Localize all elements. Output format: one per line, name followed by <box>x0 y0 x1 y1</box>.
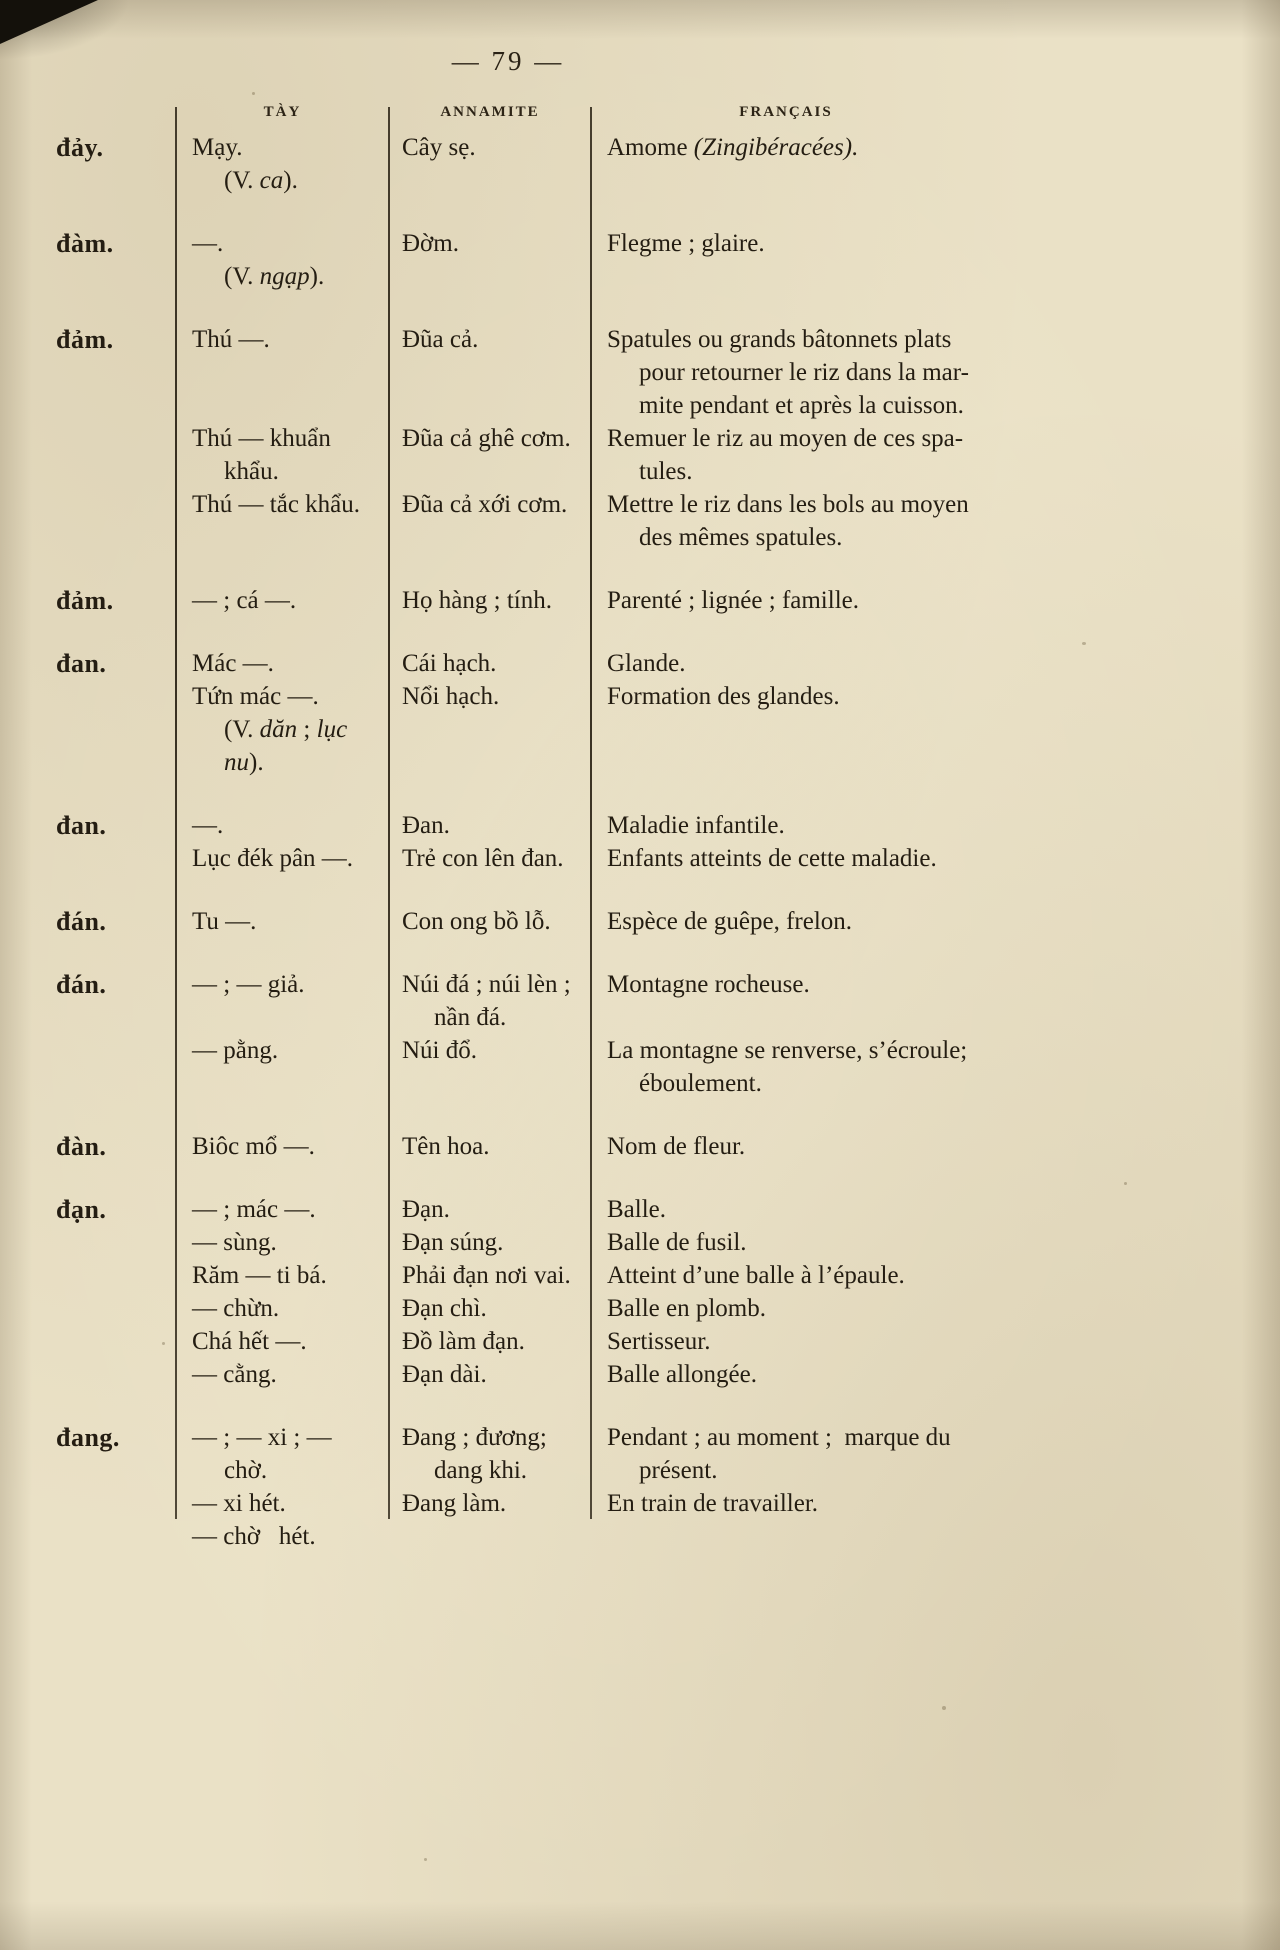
column-header-spacer <box>0 104 176 121</box>
dictionary-entries <box>0 131 1016 1583</box>
annamite-cell <box>389 1520 591 1553</box>
tay-line: —. <box>192 812 224 839</box>
francais-line: Montagne rocheuse. <box>607 971 810 998</box>
annamite-line: Đang ; đương; <box>402 1424 547 1451</box>
annamite-cell <box>389 647 591 680</box>
dictionary-entry <box>0 1193 1016 1391</box>
francais-cell <box>591 1259 1016 1292</box>
entry-subrow <box>0 647 1016 680</box>
francais-line: Glande. <box>607 650 686 677</box>
headword-cell <box>0 1487 176 1520</box>
annamite-cell <box>389 488 591 554</box>
text-segment: lục <box>316 716 348 743</box>
annamite-cell <box>389 1193 591 1226</box>
annamite-cell <box>389 842 591 875</box>
tay-cell <box>176 680 389 779</box>
tay-line: Thú — khuẩn <box>192 425 331 452</box>
tay-line: — cằng. <box>192 1361 277 1388</box>
headword-cell <box>0 1358 176 1391</box>
headword: đàm. <box>56 229 114 258</box>
annamite-line: Đạn dài. <box>402 1361 487 1388</box>
annamite-cell <box>389 1226 591 1259</box>
francais-line: éboulement. <box>639 1070 762 1097</box>
text-segment: ). <box>249 749 264 776</box>
annamite-line: Đũa cả. <box>402 326 479 353</box>
tay-cell <box>176 1259 389 1292</box>
column-header-row <box>0 104 1016 121</box>
tay-line: Thú — tắc khẩu. <box>192 491 361 518</box>
francais-cell <box>591 809 1016 842</box>
tay-line: Răm — ti bá. <box>192 1262 327 1289</box>
entry-subrow <box>0 1325 1016 1358</box>
text-segment: (V. <box>224 716 260 743</box>
annamite-line: Họ hàng ; tính. <box>402 587 552 614</box>
headword-cell <box>0 680 176 779</box>
francais-cell <box>591 647 1016 680</box>
annamite-cell <box>389 422 591 488</box>
tay-line: — xi hét. <box>192 1490 286 1517</box>
tay-cell <box>176 1358 389 1391</box>
headword-cell <box>0 905 176 938</box>
headword: đạn. <box>56 1195 107 1224</box>
annamite-line: Đạn. <box>402 1196 450 1223</box>
dictionary-entry <box>0 227 1016 293</box>
annamite-line: Cây sẹ. <box>402 134 476 161</box>
headword-cell <box>0 1193 176 1226</box>
tay-line: Lục đék pân —. <box>192 845 354 872</box>
annamite-line: Đan. <box>402 812 450 839</box>
dictionary-entry <box>0 905 1016 938</box>
dictionary-entry <box>0 647 1016 779</box>
tay-line: Mác —. <box>192 650 274 677</box>
text-segment: ; <box>297 716 317 743</box>
headword-cell <box>0 323 176 422</box>
tay-line <box>192 260 389 293</box>
text-segment: ngạp <box>259 263 310 290</box>
annamite-line: Trẻ con lên đan. <box>402 845 564 872</box>
francais-line: Sertisseur. <box>607 1328 711 1355</box>
column-header-annamite: ANNAMITE <box>440 104 540 120</box>
tay-cell <box>176 1292 389 1325</box>
entry-subrow <box>0 905 1016 938</box>
entry-subrow <box>0 680 1016 779</box>
dictionary-entry <box>0 1130 1016 1163</box>
tay-cell <box>176 905 389 938</box>
text-segment: Amome <box>607 134 694 161</box>
entry-subrow <box>0 1259 1016 1292</box>
entry-subrow <box>0 131 1016 197</box>
tay-line: — pằng. <box>192 1037 279 1064</box>
annamite-line: Đang làm. <box>402 1490 507 1517</box>
paper-speck <box>1124 1182 1127 1185</box>
francais-cell <box>591 1193 1016 1226</box>
text-segment: (V. <box>224 263 260 290</box>
dictionary-entry <box>0 584 1016 617</box>
headword-cell <box>0 131 176 197</box>
annamite-cell <box>389 584 591 617</box>
francais-line: La montagne se renverse, s’écroule; <box>607 1037 968 1064</box>
tay-line: — ; — giả. <box>192 971 305 998</box>
francais-line: Formation des glandes. <box>607 683 840 710</box>
text-segment: nu <box>224 749 249 776</box>
annamite-line: Tên hoa. <box>402 1133 490 1160</box>
francais-cell <box>591 968 1016 1034</box>
text-segment: (V. <box>224 167 260 194</box>
tay-cell <box>176 1325 389 1358</box>
annamite-line: Đạn súng. <box>402 1229 504 1256</box>
annamite-cell <box>389 1358 591 1391</box>
annamite-line: Núi đá ; núi lèn ; <box>402 971 571 998</box>
annamite-cell <box>389 1325 591 1358</box>
francais-line: Parenté ; lignée ; famille. <box>607 587 859 614</box>
headword: đan. <box>56 811 107 840</box>
tay-line: Chá hết —. <box>192 1328 307 1355</box>
tay-cell <box>176 227 389 293</box>
tay-line <box>192 713 389 746</box>
text-segment: ). <box>283 167 298 194</box>
tay-cell <box>176 842 389 875</box>
annamite-line: dang khi. <box>434 1457 528 1484</box>
francais-line: Nom de fleur. <box>607 1133 746 1160</box>
annamite-line: Nổi hạch. <box>402 683 500 710</box>
headword: đàn. <box>56 1132 107 1161</box>
text-segment: ). <box>309 263 325 290</box>
annamite-cell <box>389 323 591 422</box>
entry-subrow <box>0 1487 1016 1520</box>
annamite-cell <box>389 1034 591 1100</box>
headword-cell <box>0 488 176 554</box>
francais-cell <box>591 905 1016 938</box>
annamite-line: Phải đạn nơi vai. <box>402 1262 571 1289</box>
dictionary-entry <box>0 809 1016 875</box>
annamite-line: Đồ làm đạn. <box>402 1328 525 1355</box>
francais-line <box>607 131 1016 164</box>
annamite-line: Đờm. <box>402 230 459 257</box>
tay-cell <box>176 1226 389 1259</box>
entry-subrow <box>0 968 1016 1034</box>
column-header-francais: FRANÇAIS <box>739 104 833 120</box>
tay-line: Tứn mác —. <box>192 683 319 710</box>
francais-cell <box>591 1130 1016 1163</box>
paper-speck <box>1082 642 1086 645</box>
annamite-cell <box>389 131 591 197</box>
francais-line: Flegme ; glaire. <box>607 230 765 257</box>
headword-cell <box>0 422 176 488</box>
francais-line: Maladie infantile. <box>607 812 785 839</box>
headword: đan. <box>56 649 107 678</box>
francais-cell <box>591 1520 1016 1553</box>
francais-line: Spatules ou grands bâtonnets plats <box>607 326 952 353</box>
francais-line: Balle de fusil. <box>607 1229 747 1256</box>
francais-line: Atteint d’une balle à l’épaule. <box>607 1262 905 1289</box>
paper-speck <box>424 1858 427 1861</box>
tay-cell <box>176 488 389 554</box>
headword: đán. <box>56 907 107 936</box>
annamite-cell <box>389 968 591 1034</box>
tay-line: — chừn. <box>192 1295 280 1322</box>
francais-cell <box>591 1226 1016 1259</box>
tay-cell <box>176 1130 389 1163</box>
tay-cell <box>176 584 389 617</box>
francais-line: Enfants atteints de cette maladie. <box>607 845 937 872</box>
annamite-cell <box>389 1292 591 1325</box>
text-segment: ca <box>259 167 284 194</box>
annamite-line: Đũa cả xới cơm. <box>402 491 568 518</box>
tay-line: — ; — xi ; — <box>192 1424 332 1451</box>
francais-cell <box>591 488 1016 554</box>
francais-cell <box>591 1034 1016 1100</box>
headword: đán. <box>56 970 107 999</box>
tay-line: — ; cá —. <box>192 587 297 614</box>
tay-cell <box>176 809 389 842</box>
page-number: — 79 — <box>451 46 565 76</box>
entry-subrow <box>0 1358 1016 1391</box>
francais-cell <box>591 1292 1016 1325</box>
tay-line: Tu —. <box>192 908 257 935</box>
paper-speck <box>162 1342 165 1345</box>
francais-line: tules. <box>639 458 693 485</box>
entry-subrow <box>0 323 1016 422</box>
francais-cell <box>591 227 1016 293</box>
headword-cell <box>0 842 176 875</box>
headword-cell <box>0 1226 176 1259</box>
dictionary-entry <box>0 323 1016 554</box>
headword-cell <box>0 1520 176 1553</box>
headword-cell <box>0 647 176 680</box>
tay-line: chờ. <box>224 1457 268 1484</box>
annamite-cell <box>389 680 591 779</box>
annamite-line: Con ong bồ lỗ. <box>402 908 551 935</box>
tay-cell <box>176 1034 389 1100</box>
francais-line: pour retourner le riz dans la mar- <box>639 359 969 386</box>
tay-line: — ; mác —. <box>192 1196 316 1223</box>
tay-line: — sùng. <box>192 1229 277 1256</box>
francais-line: Mettre le riz dans les bols au moyen <box>607 491 969 518</box>
headword-cell <box>0 968 176 1034</box>
text-segment: dăn <box>259 716 298 743</box>
headword-cell <box>0 1325 176 1358</box>
headword-cell <box>0 1421 176 1487</box>
entry-subrow <box>0 842 1016 875</box>
annamite-line: Đũa cả ghê cơm. <box>402 425 571 452</box>
tay-line: Thú —. <box>192 326 270 353</box>
francais-cell <box>591 1487 1016 1520</box>
entry-subrow <box>0 584 1016 617</box>
text-segment: (Zingibéracées). <box>693 134 859 161</box>
annamite-line: Núi đổ. <box>402 1037 477 1064</box>
tay-line: —. <box>192 230 224 257</box>
tay-line: Biôc mổ —. <box>192 1133 315 1160</box>
francais-cell <box>591 1358 1016 1391</box>
paper-speck <box>252 92 255 95</box>
francais-line: Balle. <box>607 1196 667 1223</box>
headword-cell <box>0 227 176 293</box>
francais-line: des mêmes spatules. <box>639 524 843 551</box>
tay-cell <box>176 647 389 680</box>
francais-cell <box>591 422 1016 488</box>
annamite-line: Đạn chì. <box>402 1295 487 1322</box>
tay-cell <box>176 323 389 422</box>
headword: đảy. <box>56 133 104 162</box>
francais-cell <box>591 323 1016 422</box>
annamite-cell <box>389 905 591 938</box>
entry-subrow <box>0 1130 1016 1163</box>
entry-subrow <box>0 809 1016 842</box>
tay-line: — chờ hét. <box>192 1523 316 1550</box>
francais-line: Remuer le riz au moyen de ces spa- <box>607 425 964 452</box>
headword: đảm. <box>56 586 114 615</box>
francais-cell <box>591 842 1016 875</box>
entry-subrow <box>0 422 1016 488</box>
tay-cell <box>176 1193 389 1226</box>
entry-subrow <box>0 1034 1016 1100</box>
headword-cell <box>0 584 176 617</box>
entry-subrow <box>0 1226 1016 1259</box>
francais-line: Balle allongée. <box>607 1361 757 1388</box>
tay-cell <box>176 1421 389 1487</box>
paper-speck <box>942 1706 946 1710</box>
annamite-line: nần đá. <box>434 1004 507 1031</box>
francais-cell <box>591 584 1016 617</box>
entry-subrow <box>0 1520 1016 1553</box>
tay-cell <box>176 1520 389 1553</box>
francais-cell <box>591 680 1016 779</box>
annamite-cell <box>389 227 591 293</box>
headword-cell <box>0 1130 176 1163</box>
annamite-line: Cái hạch. <box>402 650 497 677</box>
francais-cell <box>591 131 1016 197</box>
tay-cell <box>176 131 389 197</box>
headword-cell <box>0 1259 176 1292</box>
tay-line <box>192 746 389 779</box>
annamite-cell <box>389 809 591 842</box>
dictionary-entry <box>0 131 1016 197</box>
column-header-tay: TÀY <box>263 104 302 120</box>
headword: đảm. <box>56 325 114 354</box>
entry-subrow <box>0 1193 1016 1226</box>
tay-cell <box>176 968 389 1034</box>
headword-cell <box>0 809 176 842</box>
francais-line: présent. <box>639 1457 718 1484</box>
francais-cell <box>591 1325 1016 1358</box>
annamite-cell <box>389 1487 591 1520</box>
tay-line: khẩu. <box>224 458 279 485</box>
francais-cell <box>591 1421 1016 1487</box>
francais-line: Pendant ; au moment ; marque du <box>607 1424 951 1451</box>
entry-subrow <box>0 488 1016 554</box>
francais-line: Balle en plomb. <box>607 1295 766 1322</box>
annamite-cell <box>389 1259 591 1292</box>
francais-line: En train de travailler. <box>607 1490 819 1517</box>
dictionary-entry <box>0 1421 1016 1553</box>
annamite-cell <box>389 1130 591 1163</box>
francais-line: mite pendant et après la cuisson. <box>639 392 964 419</box>
dictionary-entry <box>0 968 1016 1100</box>
entry-subrow <box>0 1421 1016 1487</box>
annamite-cell <box>389 1421 591 1487</box>
francais-line: Espèce de guêpe, frelon. <box>607 908 853 935</box>
headword: đang. <box>56 1423 120 1452</box>
tay-line: Mạy. <box>192 134 243 161</box>
tay-line <box>192 164 389 197</box>
entry-subrow <box>0 1292 1016 1325</box>
headword-cell <box>0 1034 176 1100</box>
entry-subrow <box>0 227 1016 293</box>
headword-cell <box>0 1292 176 1325</box>
tay-cell <box>176 422 389 488</box>
tay-cell <box>176 1487 389 1520</box>
